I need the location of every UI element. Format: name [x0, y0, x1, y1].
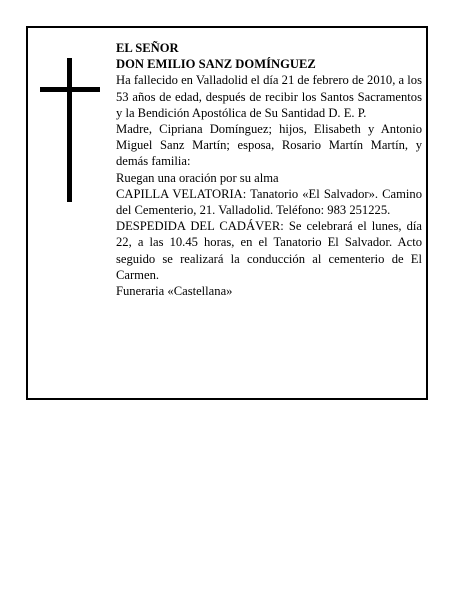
- deceased-name: DON EMILIO SANZ DOMÍNGUEZ: [116, 57, 316, 72]
- family-members: Madre, Cipriana Domínguez; hijos, Elisabeth y Antonio Miguel Sanz Martín; esposa, Rosario Martín Martín, y demás familia:: [116, 122, 422, 169]
- prayer-request: Ruegan una oración por su alma: [116, 170, 279, 185]
- chapel-info: CAPILLA VELATORIA: Tanatorio «El Salvador». Camino del Cementerio, 21. Valladolid. Teléfono: 983 251225.: [116, 186, 422, 218]
- notice-text: [116, 40, 422, 299]
- cross-horizontal-bar: [40, 87, 100, 92]
- cross-icon: [40, 58, 100, 202]
- cross-vertical-bar: [67, 58, 72, 202]
- funeral-home: Funeraria «Castellana»: [116, 284, 233, 299]
- farewell-info: DESPEDIDA DEL CADÁVER: Se celebrará el lunes, día 22, a las 10.45 horas, en el Tanatorio El Salvador. Acto seguido se realizará la conducción al cementerio de El Carmen.: [116, 219, 422, 282]
- deceased-title: EL SEÑOR: [116, 41, 179, 55]
- obituary-notice: [26, 26, 428, 400]
- death-announcement: Ha fallecido en Valladolid el día 21 de febrero de 2010, a los 53 años de edad, después de recibir los Santos Sacramentos y la Bendición Apostólica de Su Santidad D. E. P.: [116, 73, 422, 120]
